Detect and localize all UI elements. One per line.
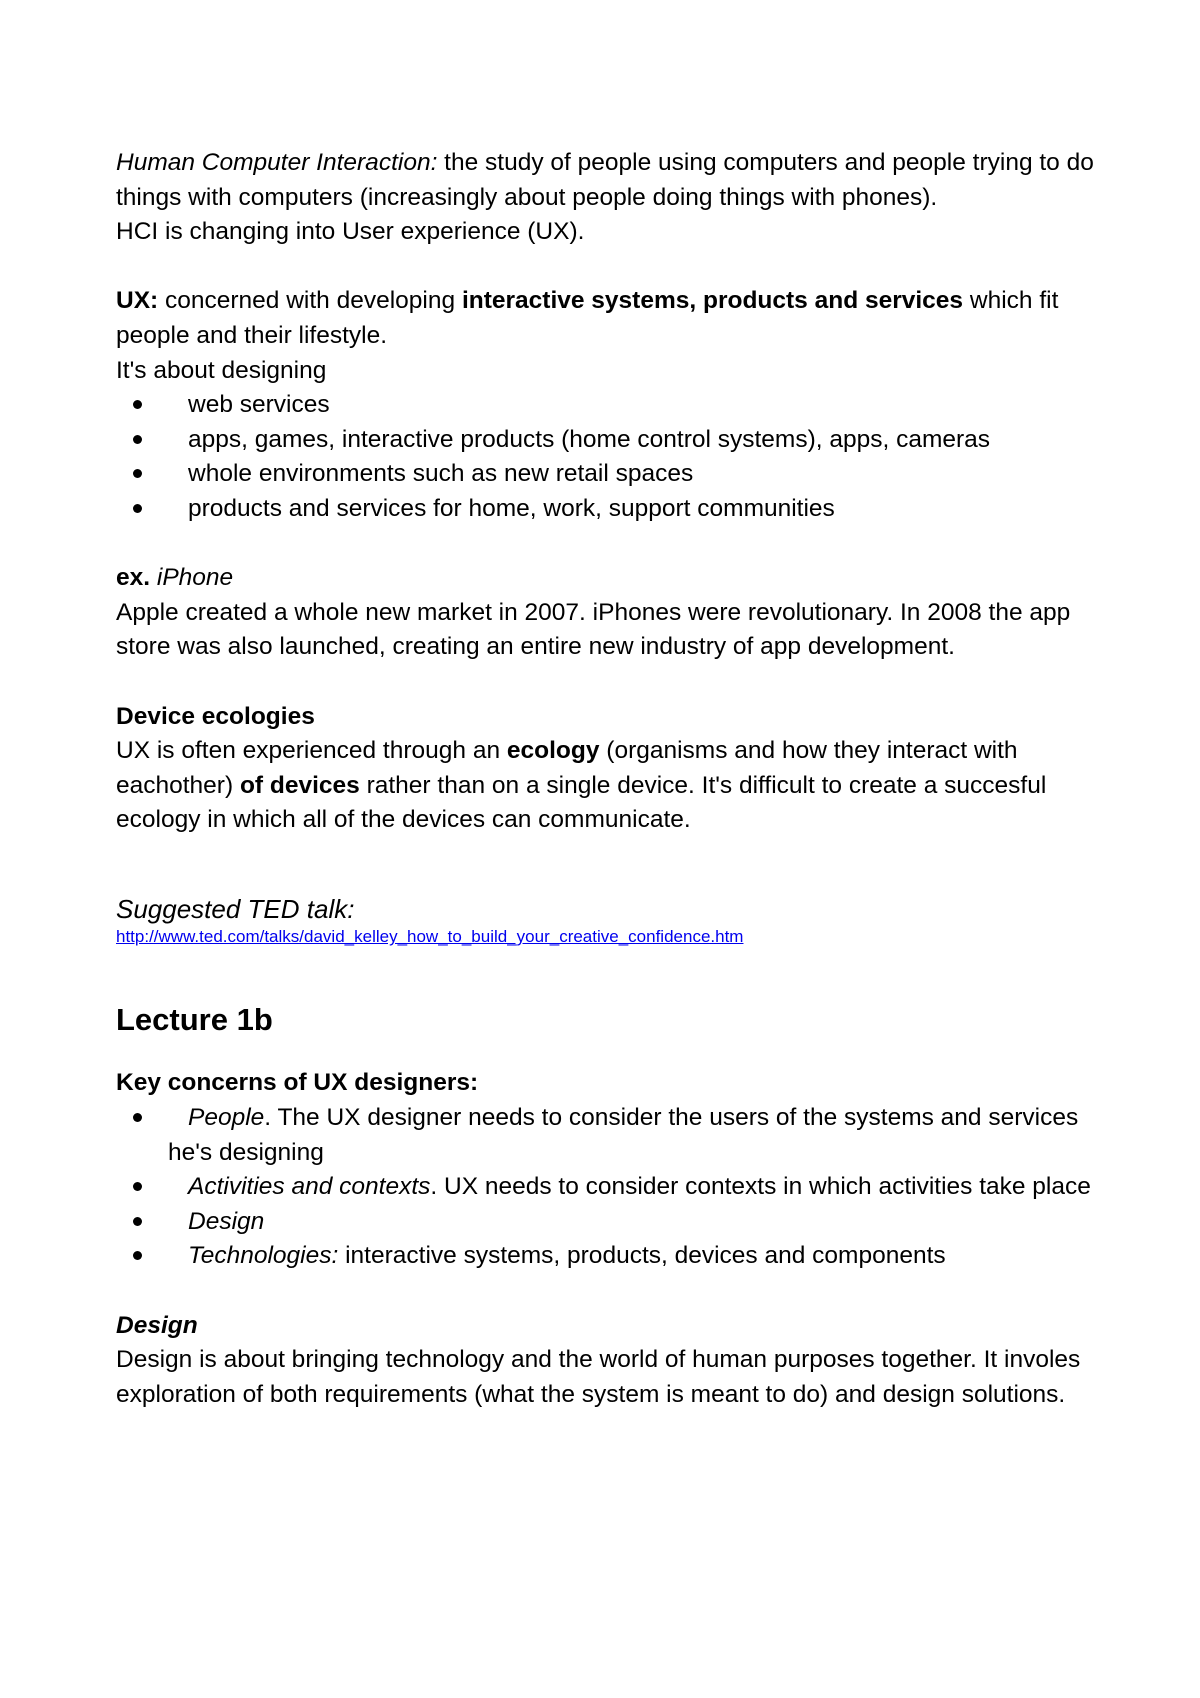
example-text: Apple created a whole new market in 2007. iPhones were revolutionary. In 2008 the app store was also launched, creating an entire new industry of app development. — [116, 598, 1071, 661]
design-heading — [116, 1309, 1116, 1344]
list-item — [116, 1205, 1116, 1240]
bullet-icon — [133, 504, 142, 513]
ecologies-heading — [116, 700, 1116, 735]
concerns-heading-text: Key concerns of UX designers: — [116, 1069, 479, 1097]
list-item — [116, 492, 1116, 527]
ecologies-heading-text: Device ecologies — [116, 702, 315, 730]
bullet-icon — [133, 1113, 142, 1122]
hci-changing: HCI is changing into User experience (UX). — [116, 218, 585, 246]
ted-link[interactable]: http://www.ted.com/talks/david_kelley_how_to_build_your_creative_confidence.htm — [116, 927, 744, 947]
hci-definition — [116, 146, 1116, 215]
spacer — [116, 838, 1116, 873]
concern-term: Design — [188, 1207, 265, 1235]
hci-term: Human Computer Interaction: — [116, 149, 438, 176]
ux-definition — [116, 284, 1116, 353]
ted-label: Suggested TED talk: — [116, 894, 355, 925]
bullet-icon — [133, 435, 142, 444]
concern-text: . The UX designer needs to consider the users of the systems and services he's designing — [168, 1104, 1079, 1166]
bullet-icon — [133, 1182, 142, 1191]
design-heading-text: Design — [116, 1311, 198, 1339]
concern-text: interactive systems, products, devices and components — [338, 1242, 946, 1270]
ux-text-1: concerned with developing — [158, 287, 462, 315]
ux-designing-intro: It's about designing — [116, 356, 327, 384]
list-item — [116, 388, 1116, 423]
lecture-title: Lecture 1b — [116, 1002, 273, 1038]
list-item-text: products and services for home, work, support communities — [188, 494, 835, 522]
ecologies-bold-1: ecology — [506, 737, 600, 765]
concern-term: People — [188, 1104, 265, 1132]
list-item-text: web services — [188, 391, 330, 419]
ux-label: UX: — [116, 287, 159, 315]
designing-list — [116, 388, 1116, 526]
list-item — [116, 1170, 1116, 1205]
design-text: Design is about bringing technology and the world of human purposes together. It involes exploration of both requirements (what the system is meant to do) and design solutions. — [116, 1346, 1081, 1408]
bullet-icon — [133, 469, 142, 478]
concerns-list — [116, 1101, 1116, 1274]
example-heading — [116, 561, 1116, 596]
example-label: ex. — [116, 564, 151, 592]
ecologies-text-3: rather than on a single device. It's difficult to create a succesful ecology in which all of the devices can communicate. — [116, 771, 1047, 834]
list-item — [116, 1239, 1116, 1274]
concern-text: . UX needs to consider contexts in which activities take place — [430, 1173, 1091, 1201]
bullet-icon — [133, 1217, 142, 1226]
concern-term: Technologies: — [188, 1242, 339, 1270]
bullet-icon — [133, 400, 142, 409]
spacer — [116, 527, 1116, 562]
list-item-text: whole environments such as new retail spaces — [188, 460, 694, 488]
spacer — [116, 1274, 1116, 1309]
spacer — [116, 250, 1116, 285]
concerns-heading — [116, 1066, 1116, 1101]
ux-text-2: which fit people and their lifestyle. — [116, 287, 1059, 349]
list-item — [116, 457, 1116, 492]
list-item-text: apps, games, interactive products (home control systems), apps, cameras — [188, 425, 991, 453]
ecologies-text-1: UX is often experienced through an — [116, 737, 507, 765]
ecologies-text — [116, 734, 1116, 838]
spacer — [116, 665, 1116, 700]
ecologies-bold-2: of devices — [239, 771, 360, 799]
document-body — [116, 146, 1116, 1412]
ux-bold-1: interactive systems, products and services — [461, 287, 964, 315]
hci-definition-text: the study of people using computers and people trying to do things with computers (increasingly about people doing things with phones). — [116, 149, 1094, 211]
bullet-icon — [133, 1251, 142, 1260]
concern-term: Activities and contexts — [188, 1173, 431, 1201]
list-item — [116, 423, 1116, 458]
list-item — [116, 1101, 1116, 1170]
ecologies-text-2: (organisms and how they interact with eachother) — [116, 737, 1018, 799]
example-name: iPhone — [150, 564, 234, 592]
